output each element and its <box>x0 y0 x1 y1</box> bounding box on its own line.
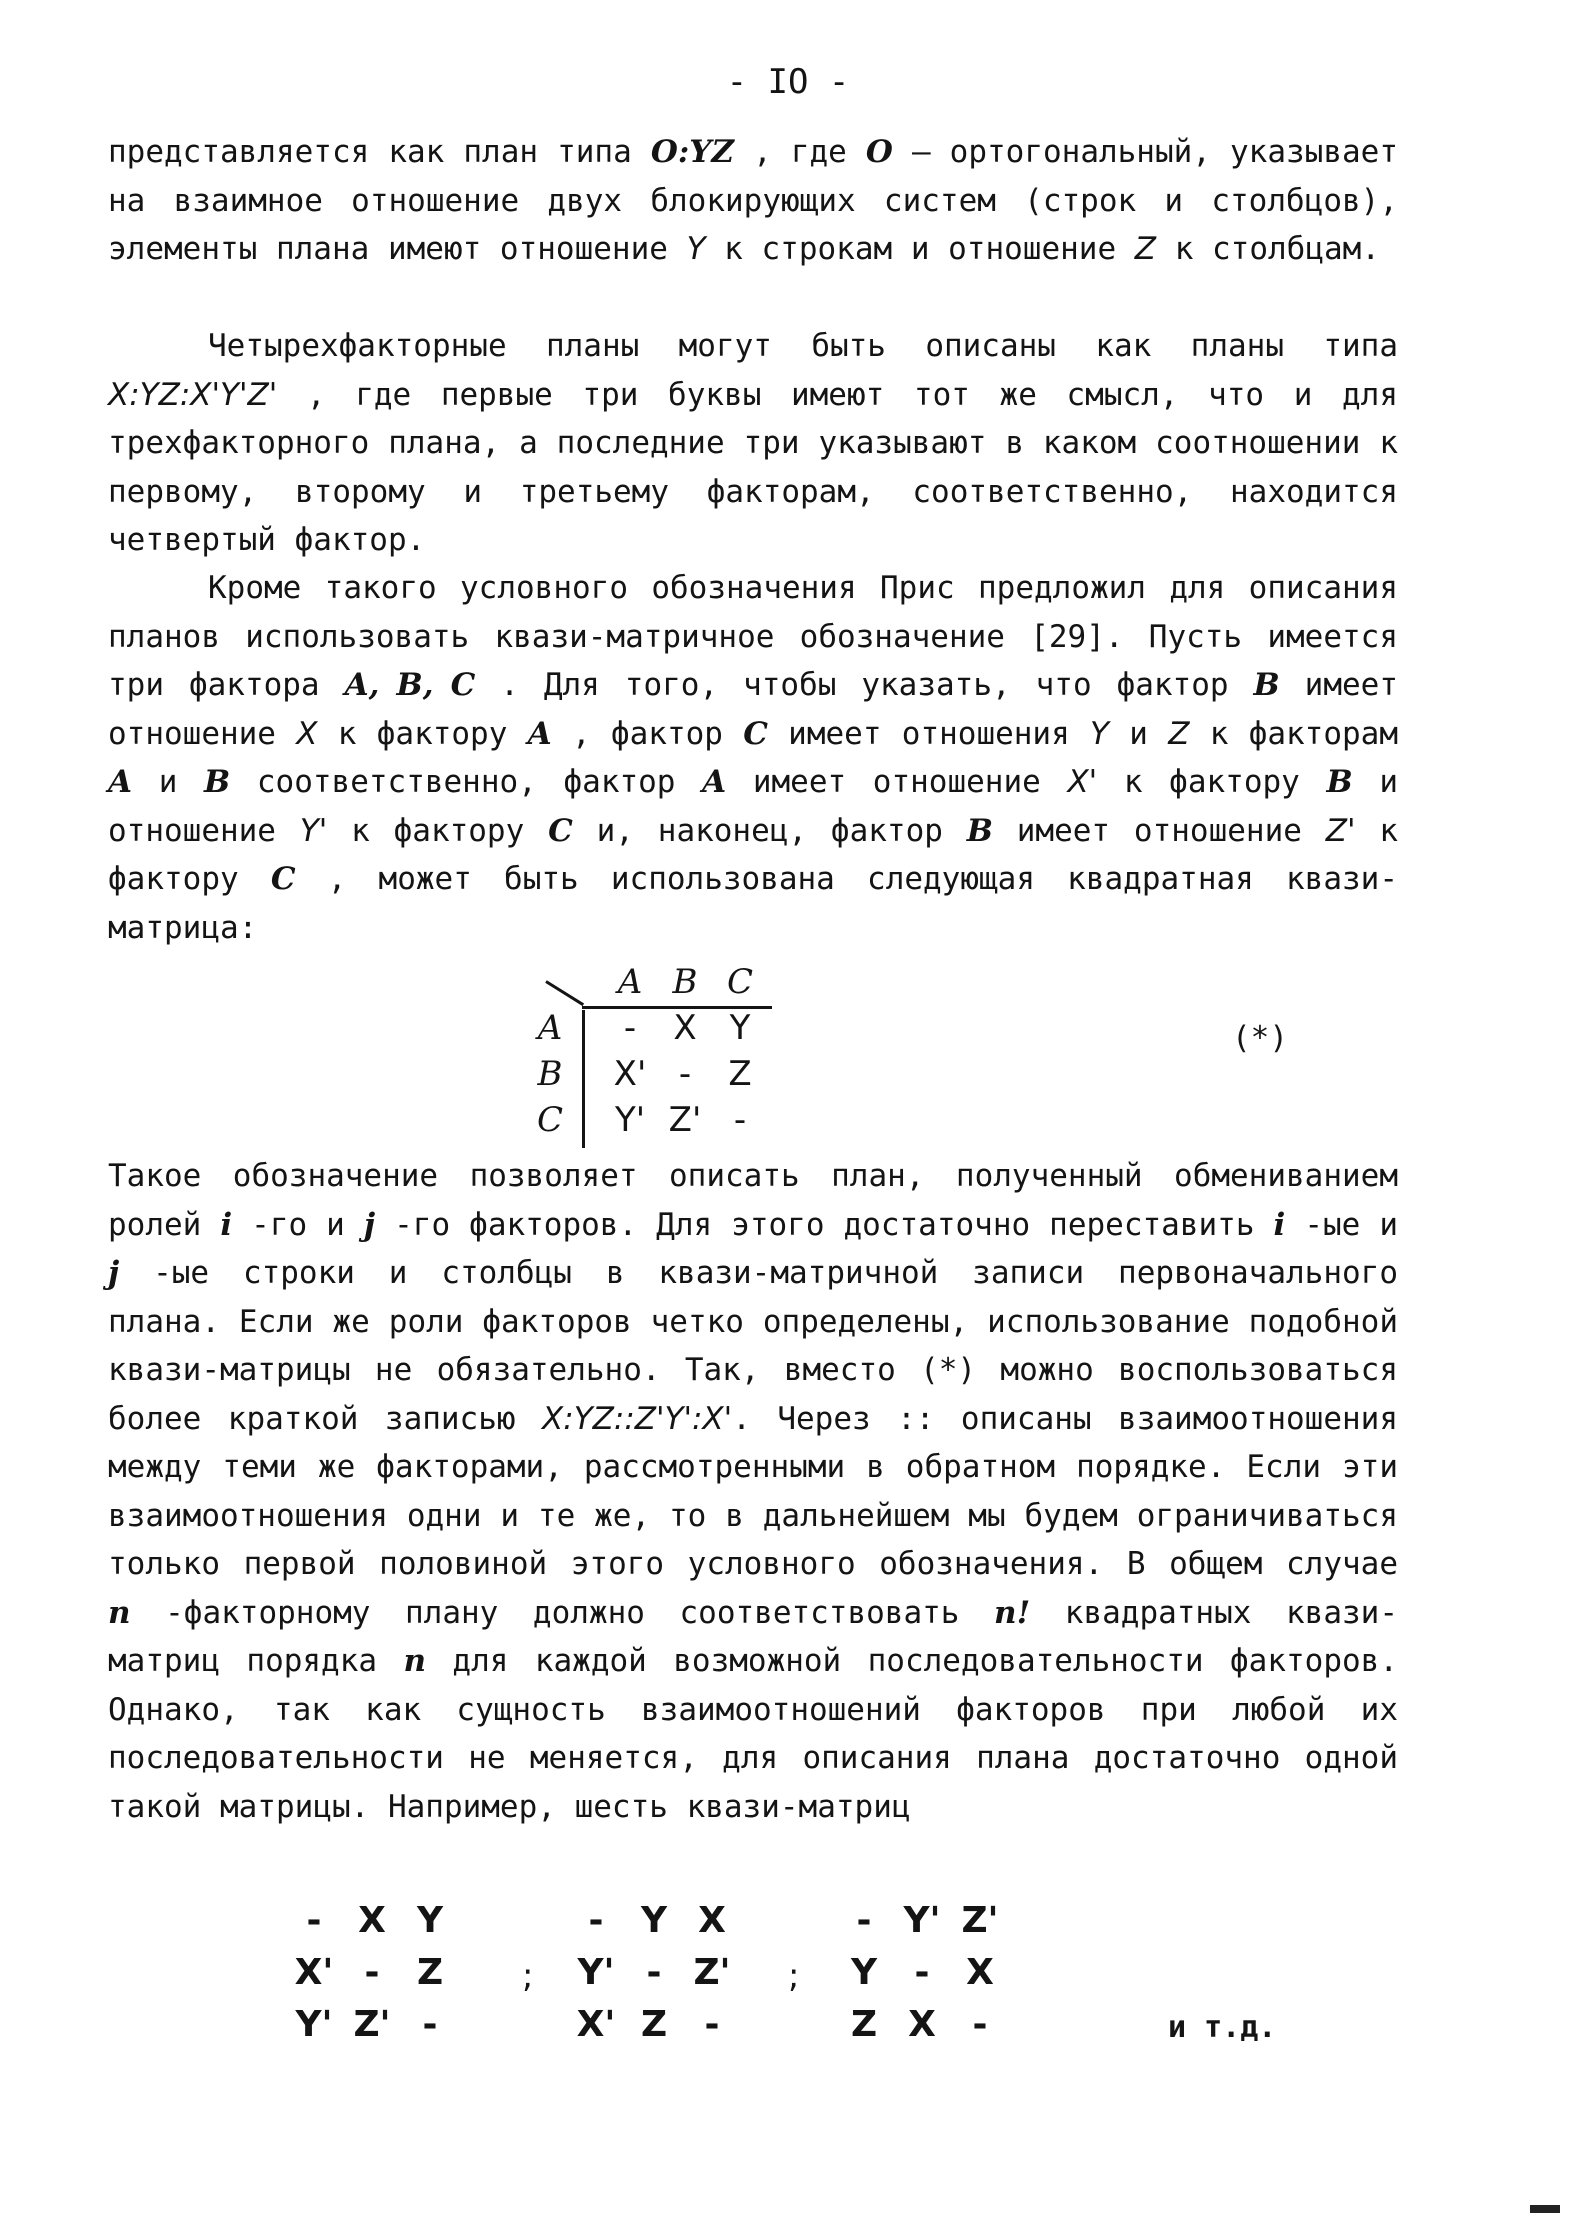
matrix-cell: - <box>972 2004 988 2045</box>
text: имеет отношения <box>767 715 1091 752</box>
text: имеет отношение <box>726 764 1068 800</box>
matrix-cell: X' <box>294 1952 334 1993</box>
math-notation: A <box>108 764 133 800</box>
text: к столбцам. <box>1156 231 1380 267</box>
text: к строкам и отношение <box>705 231 1135 267</box>
math-notation: n <box>403 1643 427 1679</box>
math-notation: X:YZ::Z'Y':X' <box>542 1400 733 1437</box>
matrix-cell: - <box>856 1900 872 1941</box>
matrix-cell: Z' <box>668 1100 702 1140</box>
matrix-cell: Y' <box>903 1900 941 1941</box>
matrix-corner-diagonal <box>545 980 584 1006</box>
text: Кроме такого условного обозначения Прис предложил для описания планов использовать квази-матричное обозначение [29]. Пусть имеется три фактора <box>108 570 1398 703</box>
math-notation: j <box>363 1206 376 1243</box>
math-notation: Y <box>1090 715 1109 752</box>
math-notation: Y <box>686 231 706 267</box>
math-notation: i <box>220 1206 233 1243</box>
text: , где <box>734 134 866 170</box>
matrix-col-header: A <box>617 962 643 1002</box>
text: , фактор <box>551 715 744 752</box>
text: к фактору <box>108 812 1398 897</box>
matrix-row-header: B <box>537 1054 563 1094</box>
math-notation: i <box>1273 1206 1286 1243</box>
matrix-cell: - <box>364 1952 380 1993</box>
text: к факторам <box>1189 715 1399 752</box>
text: – ортогональный, указывает на взаимное отношение двух блокирующих систем (строк и столбцов), элементы плана имеют отношение <box>108 134 1398 267</box>
text: -го факторов. Для этого достаточно переставить <box>375 1206 1274 1243</box>
math-notation: B <box>1326 764 1353 800</box>
text: имеет отношение <box>992 812 1326 849</box>
math-notation: j <box>108 1255 120 1291</box>
matrix-cell: X <box>358 1900 386 1941</box>
math-notation: X:YZ:X'Y'Z' <box>108 376 278 413</box>
paragraph-4 <box>108 1152 1398 1831</box>
matrix-cell: X <box>966 1952 994 1993</box>
math-notation: A <box>702 764 727 800</box>
text: , где первые три буквы имеют тот же смысл, что и для трехфакторного плана, а последние три указывают в каком соотношении к первому, второму и третьему факторам, соответственно, находится четвертый фактор. <box>108 376 1398 558</box>
math-notation: X <box>296 715 318 752</box>
matrix-row-header: C <box>536 1100 563 1140</box>
math-notation: C <box>548 812 573 849</box>
text: , может быть использована следующая квадратная квази-матрица: <box>108 861 1398 946</box>
paragraph-2 <box>108 322 1398 565</box>
matrix-cell: - <box>588 1900 604 1941</box>
matrix-col-header: B <box>672 962 698 1002</box>
matrix-cell: Y <box>416 1900 444 1941</box>
matrix-cell: X <box>698 1900 726 1941</box>
matrix-cell: - <box>704 2004 720 2045</box>
text: -факторному плану должно соответствовать <box>130 1594 995 1631</box>
equation-label: (*) <box>1232 1020 1288 1056</box>
matrix-col-header: C <box>726 962 753 1002</box>
matrix-cell: Z <box>728 1054 752 1094</box>
math-notation: n <box>108 1594 131 1631</box>
page-number: - IO - <box>726 62 850 102</box>
math-notation: Y' <box>299 812 328 849</box>
matrix-cell: Z <box>850 2004 878 2045</box>
text: для каждой возможной последовательности факторов. Однако, так как сущность взаимоотношений факторов при любой их последовательности не меняется, для описания плана достаточно одной такой матрицы. Например, шесть квази-матриц <box>108 1643 1398 1825</box>
math-notation: O:YZ <box>650 134 735 170</box>
matrix-cell: Y' <box>614 1100 646 1140</box>
text: представляется как план типа <box>108 134 651 170</box>
text: . Для того, чтобы указать, что фактор <box>475 667 1254 703</box>
text: и <box>1108 715 1169 752</box>
matrix-cell: Z <box>640 2004 668 2045</box>
matrix-cell: X' <box>613 1054 647 1094</box>
matrix-row-rule <box>582 1010 585 1148</box>
example-matrix-1 <box>288 1900 468 2060</box>
text: и, наконец, фактор <box>572 812 967 849</box>
paragraph-1 <box>108 128 1398 274</box>
text: соответственно, фактор <box>230 764 703 800</box>
text: -ые строки и столбцы в квази-матричной записи первоначального плана. Если же роли факторов четко определены, использование подобной квази-матрицы не обязательно. Так, вместо (*) можно воспользоваться более краткой записью <box>108 1255 1398 1437</box>
example-matrix-2 <box>570 1900 750 2060</box>
matrix-cell: Z <box>416 1952 444 1993</box>
text: Четырехфакторные планы могут быть описаны как планы типа <box>208 328 1398 364</box>
matrix-cell: Z' <box>961 1900 999 1941</box>
math-notation: B <box>1253 667 1280 703</box>
math-notation: C <box>743 715 768 752</box>
text: и отношение <box>108 764 1398 849</box>
matrix-cell: - <box>678 1054 692 1094</box>
text: Такое обозначение позволяет описать план, полученный обмениванием ролей <box>108 1158 1398 1243</box>
math-notation: O <box>865 134 893 170</box>
quasi-matrix <box>520 958 780 1148</box>
matrix-cell: - <box>422 2004 438 2045</box>
matrix-cell: Y <box>850 1952 878 1993</box>
separator: ; <box>522 1956 534 1996</box>
separator: ; <box>788 1956 800 1996</box>
matrix-cell: Y <box>729 1008 751 1048</box>
matrix-cell: Z' <box>693 1952 731 1993</box>
math-notation: B <box>204 764 231 800</box>
matrix-cell: Z' <box>353 2004 391 2045</box>
text: -ые и <box>1285 1206 1399 1243</box>
etc-note: и т.д. <box>1168 2010 1277 2045</box>
scan-artifact <box>1530 2205 1560 2213</box>
text: квадратных квази-матриц порядка <box>108 1594 1398 1679</box>
text: . Через :: описаны взаимоотношения между теми же факторами, рассмотренными в обратном порядке. Если эти взаимоотношения одни и те же, то в дальнейшем мы будем ограничиваться только первой половиной этого условного обозначения. В общем случае <box>108 1400 1398 1582</box>
matrix-cell: - <box>914 1952 930 1993</box>
math-notation: Z <box>1168 715 1190 752</box>
matrix-cell: - <box>306 1900 322 1941</box>
math-notation: C <box>270 861 296 897</box>
math-notation: B <box>966 812 993 849</box>
matrix-cell: X' <box>576 2004 616 2045</box>
text: к фактору <box>327 812 549 849</box>
matrix-cell: - <box>733 1100 747 1140</box>
math-notation: n! <box>994 1594 1031 1631</box>
math-notation: X' <box>1067 764 1098 800</box>
math-notation: Z <box>1134 231 1157 267</box>
math-notation: A <box>527 715 552 752</box>
math-notation: A, B, C <box>344 667 476 703</box>
text: к фактору <box>1097 764 1327 800</box>
paragraph-3 <box>108 564 1398 952</box>
text: и <box>132 764 205 800</box>
text: имеет отношение <box>108 667 1398 752</box>
matrix-cell: X <box>908 2004 936 2045</box>
matrix-cell: Y <box>640 1900 668 1941</box>
matrix-cell: X <box>673 1008 697 1048</box>
math-notation: Z' <box>1325 812 1356 849</box>
matrix-cell: - <box>646 1952 662 1993</box>
text: к фактору <box>317 715 528 752</box>
matrix-cell: Y' <box>295 2004 333 2045</box>
matrix-cell: Y' <box>577 1952 615 1993</box>
example-matrix-3 <box>838 1900 1018 2060</box>
matrix-row-header: A <box>537 1008 563 1048</box>
matrix-cell: - <box>623 1008 637 1048</box>
text: -го и <box>232 1206 364 1243</box>
